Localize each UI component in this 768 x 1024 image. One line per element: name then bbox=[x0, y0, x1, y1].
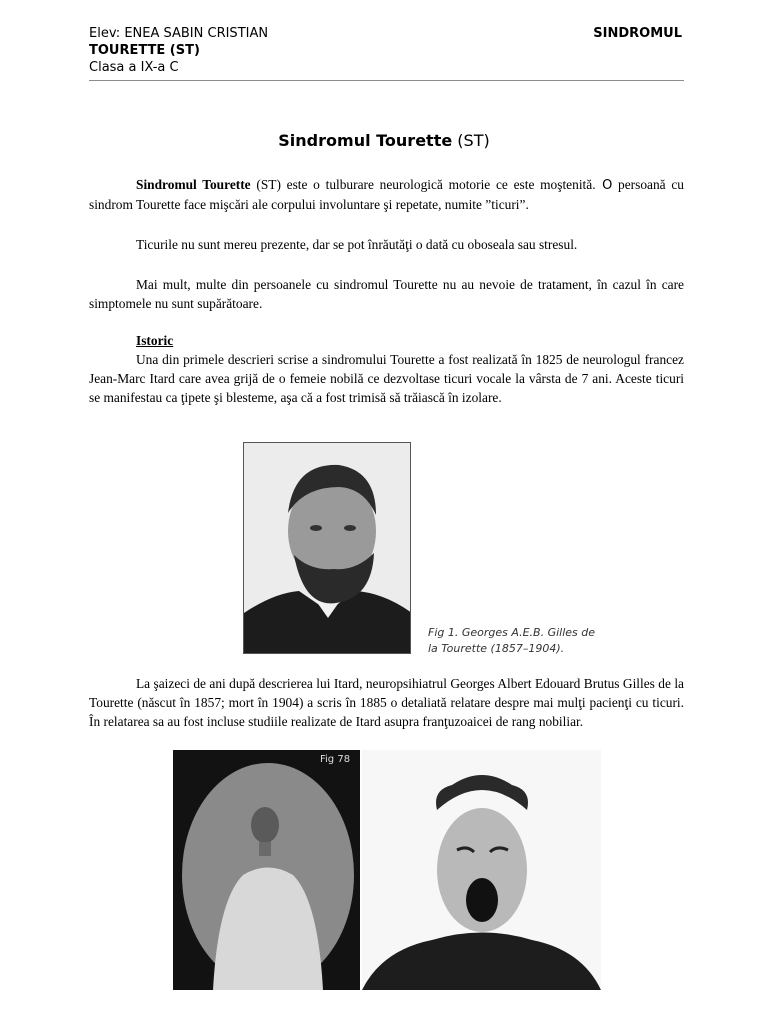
photo-label: Fig 78 bbox=[320, 754, 351, 765]
paragraph-5: La şaizeci de ani după descrierea lui Itard, neuropsihiatrul Georges Albert Edouard Brutus Gilles de la Tourette (născut în 1857; mort în 1904) a scris în 1885 o detaliată relatare despre mai mulţi pacienţi cu ticuri. În relatarea sa au fost incluse studiile realizate de Itard asupra franţuzoaicei de rang nobiliar. bbox=[89, 676, 684, 729]
patient-right-illustration bbox=[362, 750, 601, 990]
header-title-right: SINDROMUL bbox=[593, 26, 682, 41]
p1-o: O bbox=[595, 178, 613, 193]
paragraph-1 bbox=[89, 175, 684, 214]
paragraph-4: Una din primele descrieri scrise a sindromului Tourette a fost realizată în 1825 de neurologul francez Jean-Marc Itard care avea grijă de o femeie nobilă ce dezvoltase ticuri vocale la vârsta de 7 ani. Aceste ticuri se manifestau ca ţipete şi blesteme, aşa că a fost trimisă să trăiască în izolare. bbox=[89, 352, 684, 405]
patient-left-illustration bbox=[173, 750, 360, 990]
header-line-1 bbox=[89, 24, 684, 43]
p1-bold: Sindromul Tourette bbox=[136, 177, 251, 192]
patient-photo-left bbox=[173, 750, 360, 990]
header-class: Clasa a IX-a C bbox=[89, 60, 179, 75]
document-title bbox=[0, 131, 768, 150]
title-main: Sindromul Tourette bbox=[278, 131, 453, 150]
p1-rest: persoană cu sindrom Tourette face mişcări ale corpului involuntare şi repetate, numite ”ticuri”. bbox=[89, 177, 684, 212]
portrait-illustration bbox=[244, 443, 411, 654]
section-heading-istoric: Istoric bbox=[136, 333, 174, 348]
page-header bbox=[89, 24, 684, 76]
portrait-photo bbox=[243, 442, 411, 654]
title-suffix: (ST) bbox=[452, 131, 490, 150]
paragraph-3: Mai mult, multe din persoanele cu sindromul Tourette nu au nevoie de tratament, în cazul în care simptomele nu sunt supărătoare. bbox=[89, 277, 684, 311]
header-student: Elev: ENEA SABIN CRISTIAN bbox=[89, 26, 269, 41]
header-divider bbox=[89, 80, 684, 81]
p1-st: (ST) este o tulburare neurologică motorie ce este moştenită. bbox=[250, 177, 596, 192]
patient-photo-right bbox=[362, 750, 601, 990]
header-title-cont: TOURETTE (ST) bbox=[89, 43, 200, 58]
figure-caption: Fig 1. Georges A.E.B. Gilles de la Tourette (1857–1904). bbox=[428, 626, 596, 655]
paragraph-2: Ticurile nu sunt mereu prezente, dar se pot înrăutăţi o dată cu oboseala sau stresul. bbox=[136, 237, 578, 252]
